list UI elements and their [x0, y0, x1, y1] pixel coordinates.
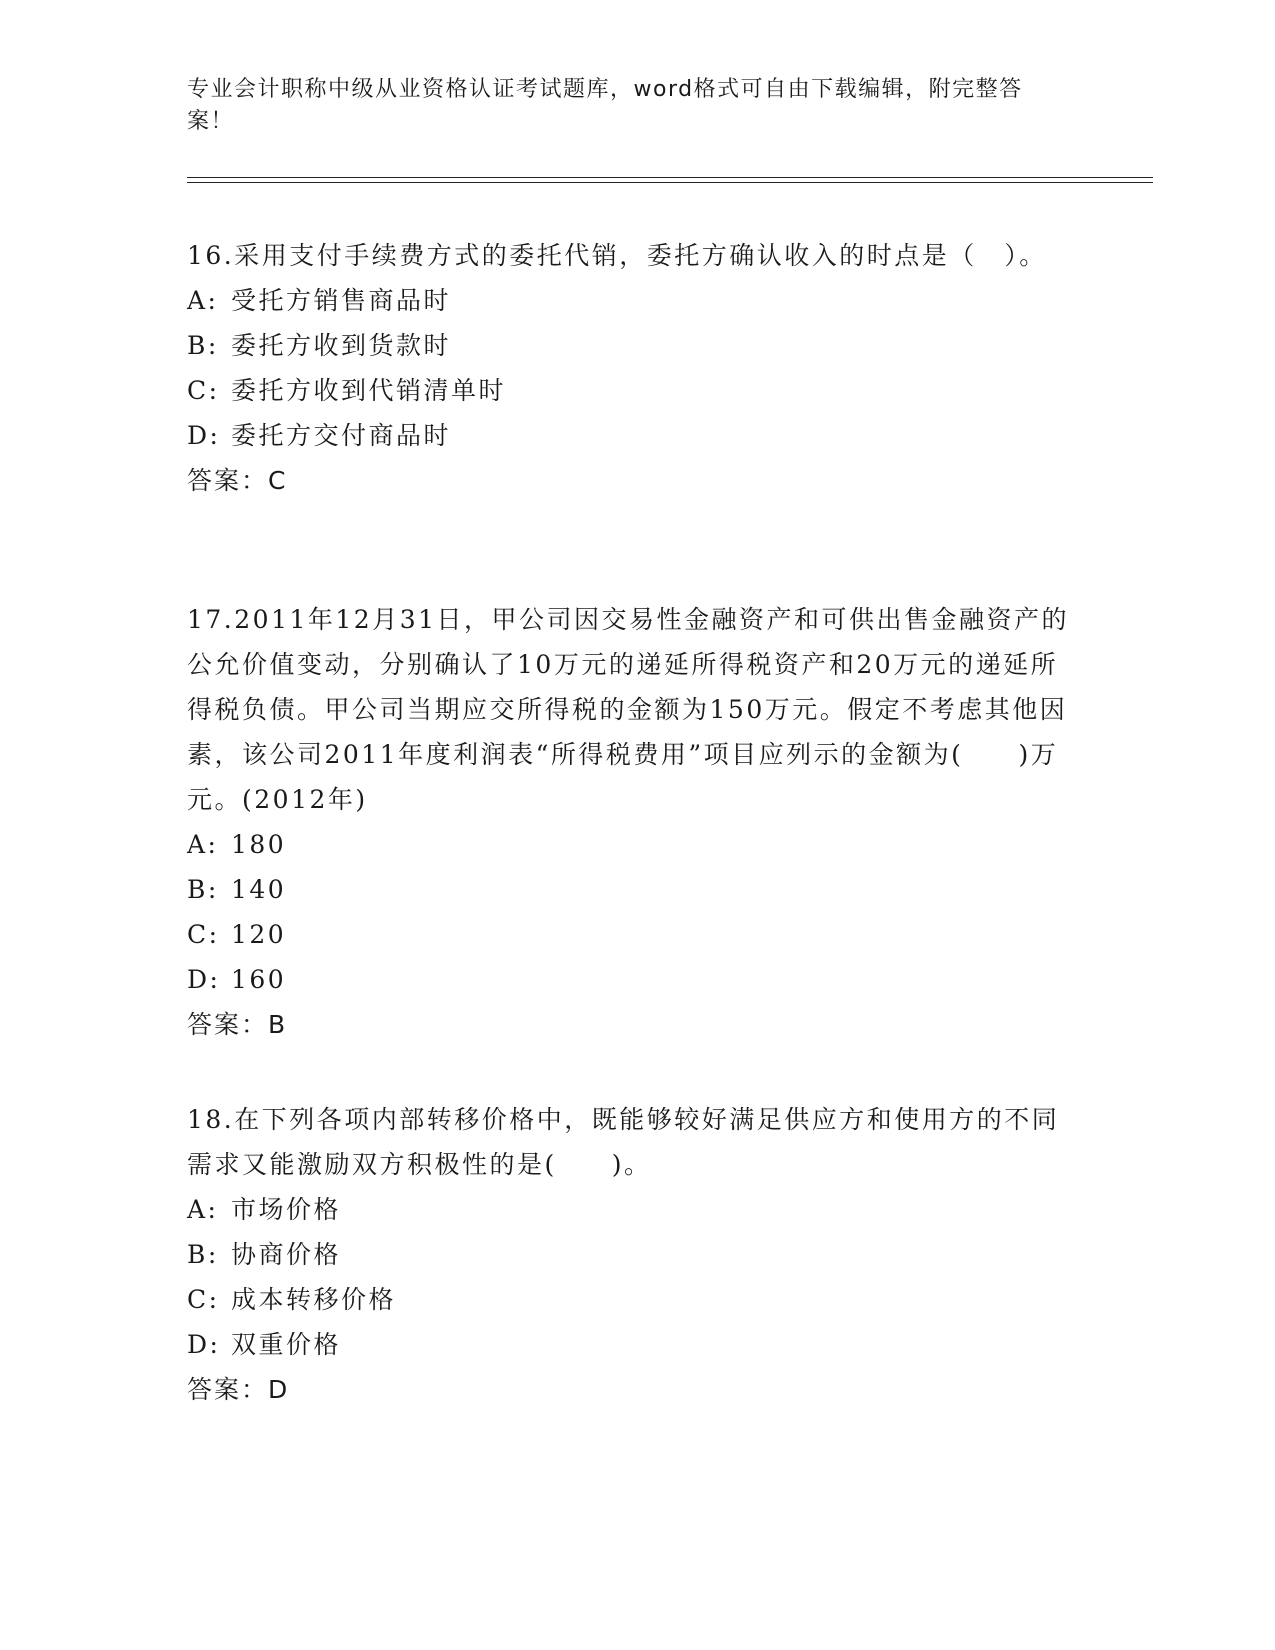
option-letter: B:	[187, 331, 219, 360]
option-letter: A:	[187, 830, 219, 859]
option-b	[187, 1232, 1077, 1277]
question-stem: 16.采用支付手续费方式的委托代销，委托方确认收入的时点是（ ）。	[187, 241, 1047, 270]
option-b	[187, 323, 1077, 368]
option-text: 委托方收到代销清单时	[231, 376, 507, 405]
option-text: 委托方收到货款时	[231, 331, 452, 360]
option-text: 140	[231, 875, 287, 904]
option-text: 市场价格	[231, 1195, 342, 1224]
option-c	[187, 1277, 1077, 1322]
option-text: 160	[231, 965, 287, 994]
document-header: 专业会计职称中级从业资格认证考试题库，word格式可自由下载编辑，附完整答案！	[187, 77, 1023, 134]
option-letter: D:	[187, 421, 221, 450]
question-stem: 18.在下列各项内部转移价格中，既能够较好满足供应方和使用方的不同需求又能激励双方积极性的是( )。	[187, 1105, 1060, 1179]
option-text: 委托方交付商品时	[231, 421, 452, 450]
question-17	[187, 597, 1077, 1047]
option-letter: A:	[187, 1195, 219, 1224]
question-18	[187, 1097, 1077, 1412]
option-letter: C:	[187, 376, 220, 405]
option-letter: C:	[187, 920, 220, 949]
option-text: 受托方销售商品时	[231, 286, 452, 315]
option-b	[187, 867, 1077, 912]
option-c	[187, 912, 1077, 957]
option-letter: D:	[187, 965, 221, 994]
option-letter: B:	[187, 1240, 219, 1269]
option-text: 180	[231, 830, 287, 859]
header-divider-top	[187, 177, 1153, 178]
option-letter: C:	[187, 1285, 220, 1314]
answer-label: 答案：C	[187, 466, 288, 495]
question-16	[187, 233, 1077, 503]
option-a	[187, 1187, 1077, 1232]
option-text: 协商价格	[231, 1240, 342, 1269]
header-divider-bottom	[187, 182, 1153, 183]
question-stem: 17.2011年12月31日，甲公司因交易性金融资产和可供出售金融资产的公允价值变动，分别确认了10万元的递延所得税资产和20万元的递延所得税负债。甲公司当期应交所得税的金额为150万元。假定不考虑其他因素，该公司2011年度利润表“所得税费用”项目应列示的金额为( )万元。(2012年)	[187, 605, 1070, 814]
option-c	[187, 368, 1077, 413]
option-text: 双重价格	[231, 1330, 342, 1359]
option-a	[187, 278, 1077, 323]
answer-label: 答案：D	[187, 1375, 290, 1404]
option-letter: A:	[187, 286, 219, 315]
option-letter: D:	[187, 1330, 221, 1359]
option-d	[187, 957, 1077, 1002]
option-text: 120	[231, 920, 287, 949]
option-a	[187, 822, 1077, 867]
option-d	[187, 1322, 1077, 1367]
answer-label: 答案：B	[187, 1010, 288, 1039]
option-d	[187, 413, 1077, 458]
option-letter: B:	[187, 875, 219, 904]
option-text: 成本转移价格	[231, 1285, 397, 1314]
